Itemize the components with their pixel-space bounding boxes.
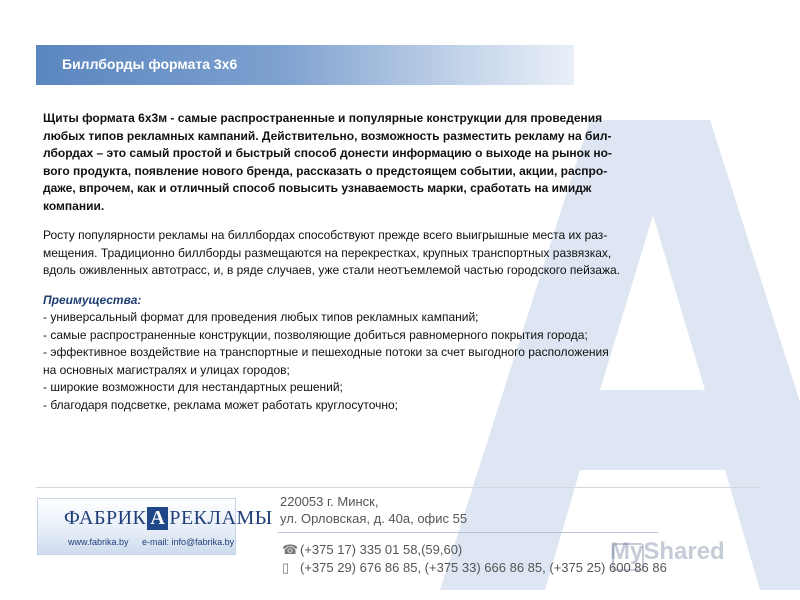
advantage-item: - широкие возможности для нестандартных решений; [43, 380, 343, 394]
contacts-divider [278, 532, 658, 533]
logo-part1: ФАБРИК [64, 507, 147, 529]
text-line: Щиты формата 6х3м - самые распространенные и популярные конструкции для проведения [43, 111, 603, 125]
company-logo[interactable] [37, 498, 273, 555]
text-line: вдоль оживленных автотрасс, и, в ряде случаев, уже стали неотъемлемой частью городского пейзажа. [43, 263, 620, 277]
advantage-item: на основных магистралях и улицах городов; [43, 362, 290, 377]
text-line: мещения. Традиционно биллборды размещаются на перекрестках, крупных транспортных развязках, [43, 245, 612, 260]
address-block [280, 493, 467, 527]
content [43, 110, 743, 414]
address-line: 220053 г. Минск, [280, 494, 379, 509]
text-line: компании. [43, 198, 105, 213]
logo-website[interactable]: www.fabrika.by [68, 537, 129, 547]
title-bar [36, 45, 574, 85]
intro-paragraph [43, 110, 743, 215]
advantages-list [43, 309, 743, 414]
text-line: лбордах – это самый простой и быстрый способ донести информацию о выходе на рынок но- [43, 146, 612, 160]
landline-number: (+375 17) 335 01 58,(59,60) [300, 542, 463, 557]
address-line: ул. Орловская, д. 40а, офис 55 [280, 511, 468, 526]
advantage-item: - эффективное воздействие на транспортные и пешеходные потоки за счет выгодного расположения [43, 345, 609, 359]
logo-email[interactable]: e-mail: info@fabrika.by [142, 537, 235, 547]
text-line: даже, впрочем, как и отличный способ повысить узнаваемость марки, сработать на имидж [43, 181, 592, 195]
slide-title: Биллборды формата 3х6 [62, 56, 238, 72]
logo-letter-a: А [147, 507, 168, 530]
logo-wordmark [64, 507, 273, 530]
advantage-item: - универсальный формат для проведения любых типов рекламных кампаний; [43, 310, 479, 324]
watermark: MyShared [610, 538, 725, 565]
advantages-title: Преимущества: [43, 292, 142, 307]
advantage-item: - самые распространенные конструкции, позволяющие добиться равномерного покрытия города; [43, 327, 588, 342]
text-line: Росту популярности рекламы на биллбордах способствуют прежде всего выигрышные места их раз- [43, 228, 608, 242]
logo-part2: РЕКЛАМЫ [169, 507, 273, 529]
placement-paragraph [43, 227, 743, 280]
footer-divider [36, 487, 760, 488]
mobile-phone-icon: ▯ [282, 560, 290, 575]
phone-icon: ☎ [282, 542, 299, 557]
text-line: любых типов рекламных кампаний. Действительно, возможность разместить рекламу на бил- [43, 128, 612, 143]
advantage-item: - благодаря подсветке, реклама может работать круглосуточно; [43, 397, 399, 412]
text-line: вого продукта, появление нового бренда, рассказать о предстоящем событии, акции, распро- [43, 163, 608, 178]
mobile-numbers: (+375 29) 676 86 85, (+375 33) 666 86 85, (+375 25) 600 86 86 [300, 560, 667, 575]
